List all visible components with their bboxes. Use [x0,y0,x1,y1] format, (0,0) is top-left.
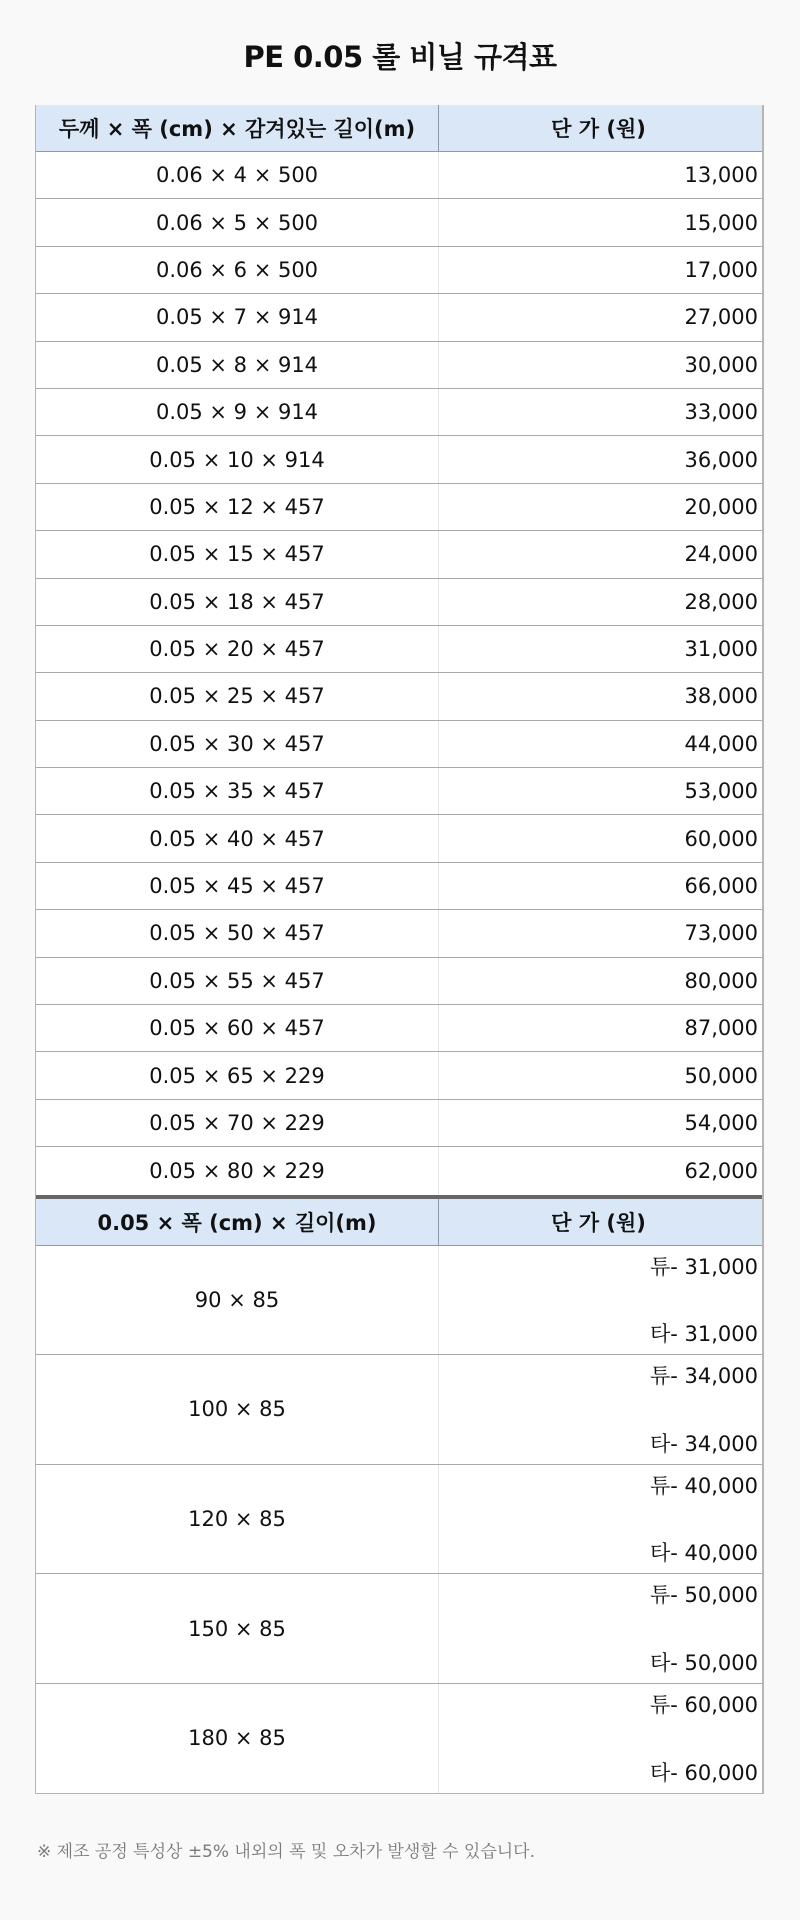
table-row [36,436,762,483]
spec-cell: 120 × 85 [36,1465,439,1574]
price-cell: 33,000 [684,400,758,425]
table-row [36,958,762,1005]
price-cell: 17,000 [684,257,758,282]
price-cell: 13,000 [684,163,758,188]
spec-cell: 0.05 × 15 × 457 [36,531,439,577]
table-row [36,721,762,768]
price-cell: 15,000 [684,210,758,235]
table-row [36,1147,762,1194]
flat-price: 타- 50,000 [649,1650,758,1675]
section2-header-spec: 0.05 × 폭 (cm) × 길이(m) [36,1199,439,1245]
price-cell: 44,000 [684,731,758,756]
spec-cell: 0.05 × 40 × 457 [36,815,439,861]
spec-cell: 180 × 85 [36,1684,439,1793]
spec-cell: 0.05 × 45 × 457 [36,863,439,909]
section2-header-price: 단 가 (원) [551,1210,646,1235]
table-row [36,199,762,246]
spec-cell: 0.05 × 10 × 914 [36,436,439,482]
spec-cell: 0.05 × 8 × 914 [36,342,439,388]
table-row [36,1246,762,1356]
page-title: PE 0.05 롤 비닐 규격표 [243,40,557,74]
price-cell [439,1355,762,1464]
spec-cell: 0.06 × 6 × 500 [36,247,439,293]
table-row [36,342,762,389]
spec-cell: 0.06 × 4 × 500 [36,152,439,198]
spec-cell: 150 × 85 [36,1574,439,1683]
spec-cell: 0.05 × 9 × 914 [36,389,439,435]
spec-cell: 0.05 × 60 × 457 [36,1005,439,1051]
price-cell: 73,000 [684,921,758,946]
flat-price: 타- 31,000 [649,1322,758,1347]
tube-price: 튜- 60,000 [649,1692,758,1717]
price-cell [439,1465,762,1574]
price-cell: 60,000 [684,826,758,851]
table-row [36,1005,762,1052]
spec-cell: 0.05 × 12 × 457 [36,484,439,530]
table-row [36,815,762,862]
table-row [36,673,762,720]
table-row [36,863,762,910]
tube-price: 튜- 40,000 [649,1473,758,1498]
price-cell [439,1246,762,1355]
table-row [36,1574,762,1684]
table-row [36,768,762,815]
price-cell: 27,000 [684,305,758,330]
price-cell: 80,000 [684,968,758,993]
spec-cell: 0.05 × 70 × 229 [36,1100,439,1146]
table-row [36,1355,762,1465]
spec-cell: 0.05 × 25 × 457 [36,673,439,719]
spec-cell: 0.05 × 30 × 457 [36,721,439,767]
price-cell: 53,000 [684,779,758,804]
section1-header-spec: 두께 × 폭 (cm) × 감겨있는 길이(m) [36,105,439,151]
table-row [36,626,762,673]
price-cell: 50,000 [684,1063,758,1088]
price-cell [439,1684,762,1793]
price-cell: 54,000 [684,1111,758,1135]
flat-price: 타- 34,000 [649,1431,758,1456]
section1-header-price: 단 가 (원) [551,117,646,141]
tube-price: 튜- 31,000 [649,1254,758,1279]
spec-cell: 100 × 85 [36,1355,439,1464]
table-row [36,247,762,294]
spec-cell: 0.05 × 35 × 457 [36,768,439,814]
price-cell: 66,000 [684,874,758,899]
spec-cell: 0.05 × 50 × 457 [36,910,439,956]
spec-cell: 0.05 × 18 × 457 [36,579,439,625]
section1-header-row [36,105,762,152]
flat-price: 타- 40,000 [649,1541,758,1566]
spec-cell: 0.05 × 7 × 914 [36,294,439,340]
section2-header-row [36,1199,762,1246]
section1-body [36,152,762,1195]
table-row [36,1100,762,1147]
table-row [36,152,762,199]
spec-cell: 90 × 85 [36,1246,439,1355]
price-cell: 28,000 [684,589,758,614]
table-row [36,1465,762,1575]
table-row [36,1052,762,1099]
table-row [36,294,762,341]
price-cell: 36,000 [684,447,758,472]
table-row [36,579,762,626]
section2-body [36,1246,762,1794]
price-cell: 20,000 [684,494,758,519]
price-table [35,105,764,1794]
footnote: ※ 제조 공정 특성상 ±5% 내외의 폭 및 오차가 발생할 수 있습니다. [37,1842,536,1862]
spec-cell: 0.05 × 65 × 229 [36,1052,439,1098]
price-cell: 38,000 [684,684,758,709]
price-cell: 24,000 [684,542,758,567]
tube-price: 튜- 34,000 [649,1364,758,1389]
table-row [36,389,762,436]
price-cell: 87,000 [684,1016,758,1041]
flat-price: 타- 60,000 [649,1760,758,1785]
table-row [36,1684,762,1794]
spec-cell: 0.05 × 20 × 457 [36,626,439,672]
table-row [36,484,762,531]
price-cell: 31,000 [684,637,758,662]
price-cell: 30,000 [684,352,758,377]
price-cell [439,1574,762,1683]
spec-cell: 0.05 × 55 × 457 [36,958,439,1004]
tube-price: 튜- 50,000 [649,1583,758,1608]
table-row [36,910,762,957]
spec-cell: 0.05 × 80 × 229 [36,1147,439,1194]
price-cell: 62,000 [684,1158,758,1183]
table-row [36,531,762,578]
spec-cell: 0.06 × 5 × 500 [36,199,439,245]
